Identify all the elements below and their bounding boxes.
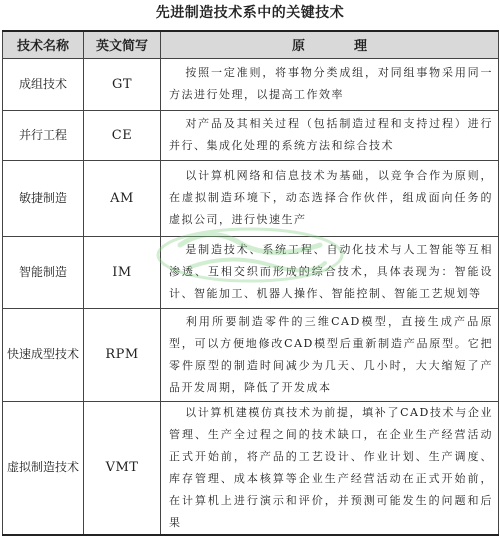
table-row xyxy=(3,110,499,160)
table-title: 先进制造技术系中的关键技术 xyxy=(155,5,345,21)
tech-abbreviation: CE xyxy=(84,110,161,160)
table-row xyxy=(3,58,499,110)
key-technologies-table xyxy=(2,30,499,536)
header-principle: 原 理 xyxy=(161,31,499,58)
header-abbreviation: 英文简写 xyxy=(84,31,161,58)
tech-principle: 对产品及其相关过程（包括制造过程和支持过程）进行并行、集成化处理的系统方法和综合技术 xyxy=(161,110,499,160)
tech-abbreviation: VMT xyxy=(84,401,161,535)
table-row xyxy=(3,236,499,308)
tech-name: 成组技术 xyxy=(3,58,84,110)
tech-name: 虚拟制造技术 xyxy=(3,401,84,535)
table-row xyxy=(3,401,499,535)
tech-name: 敏捷制造 xyxy=(3,160,84,236)
tech-principle: 以计算机网络和信息技术为基础，以竞争合作为原则，在虚拟制造环境下，动态选择合作伙伴，组成面向任务的虚拟公司，进行快速生产 xyxy=(161,160,499,236)
tech-name: 智能制造 xyxy=(3,236,84,308)
tech-principle: 是制造技术、系统工程、自动化技术与人工智能等互相渗透、互相交织而形成的综合技术，具体表现为：智能设计、智能加工、机器人操作、智能控制、智能工艺规划等 xyxy=(161,236,499,308)
tech-principle: 利用所要制造零件的三维CAD模型，直接生成产品原型，可以方便地修改CAD模型后重新制造产品原型。它把零件原型的制造时间减少为几天、几小时，大大缩短了产品开发周期，降低了开发成本 xyxy=(161,308,499,401)
table-row xyxy=(3,160,499,236)
tech-name: 快速成型技术 xyxy=(3,308,84,401)
tech-principle: 以计算机建模仿真技术为前提，填补了CAD技术与企业管理、生产全过程之间的技术缺口，在企业生产经营活动正式开始前，将产品的工艺设计、作业计划、生产调度、库存管理、成本核算等企业生产经营活动在正式开始前，在计算机上进行演示和评价，并预测可能发生的问题和后果 xyxy=(161,401,499,535)
tech-principle: 按照一定准则，将事物分类成组，对同组事物采用同一方法进行处理，以提高工作效率 xyxy=(161,58,499,110)
header-tech-name: 技术名称 xyxy=(3,31,84,58)
header-row xyxy=(3,31,499,58)
tech-abbreviation: IM xyxy=(84,236,161,308)
tech-name: 并行工程 xyxy=(3,110,84,160)
tech-abbreviation: RPM xyxy=(84,308,161,401)
tech-abbreviation: AM xyxy=(84,160,161,236)
tech-abbreviation: GT xyxy=(84,58,161,110)
table-row xyxy=(3,308,499,401)
